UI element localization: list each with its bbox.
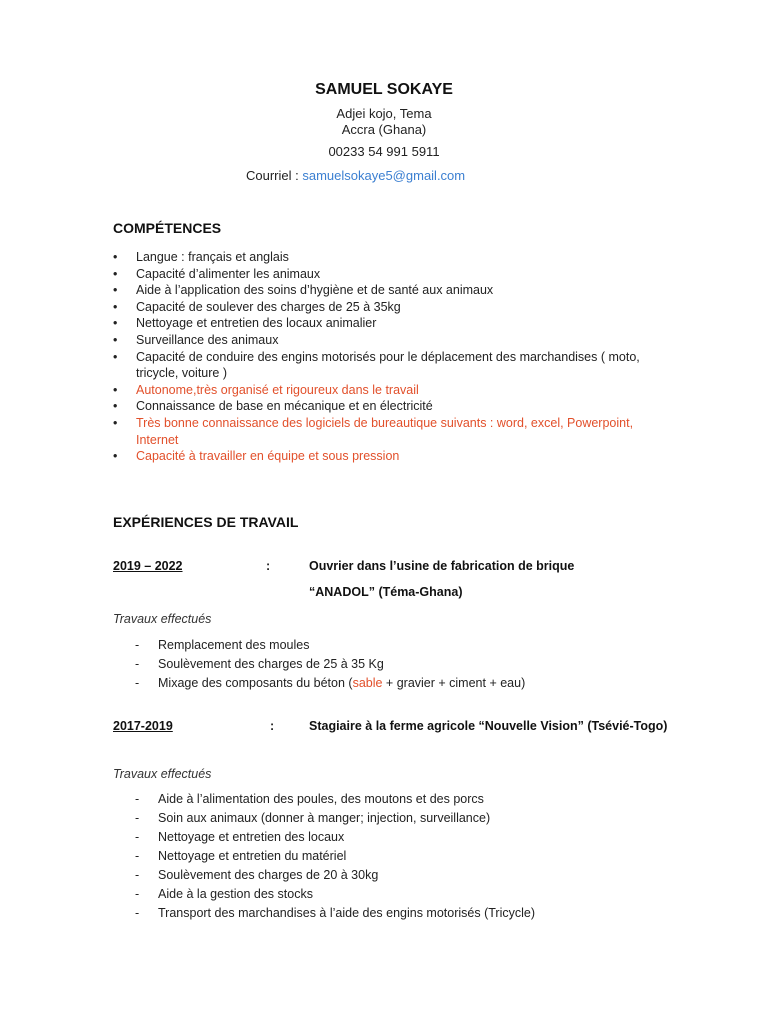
email-line xyxy=(246,168,465,183)
job-title: Ouvrier dans l’usine de fabrication de brique xyxy=(309,559,575,573)
task-text: Mixage des composants du béton ( xyxy=(158,676,353,690)
competence-item-highlight: • Autonome,très organisé et rigoureux dans le travail xyxy=(113,382,673,399)
task-item: - Soulèvement des charges de 25 à 35 Kg xyxy=(135,655,695,674)
address-line-1: Adjei kojo, Tema xyxy=(336,106,432,121)
competence-item-highlight: • Capacité à travailler en équipe et sous pression xyxy=(113,448,673,465)
competences-title: COMPÉTENCES xyxy=(113,220,222,236)
task-item: - Aide à la gestion des stocks xyxy=(135,885,695,904)
competence-item: • Nettoyage et entretien des locaux animalier xyxy=(113,315,673,332)
task-item: - Soulèvement des charges de 20 à 30kg xyxy=(135,866,695,885)
task-item: - Remplacement des moules xyxy=(135,636,695,655)
task-text: + gravier + ciment + eau) xyxy=(382,676,526,690)
cv-name: SAMUEL SOKAYE xyxy=(315,81,453,98)
task-item: - Nettoyage et entretien des locaux xyxy=(135,828,695,847)
competence-item: • Connaissance de base en mécanique et en électricité xyxy=(113,398,673,415)
task-item xyxy=(135,674,695,693)
competences-list xyxy=(113,249,673,465)
job-company: “ANADOL” (Téma-Ghana) xyxy=(309,585,463,599)
competence-item: • Capacité de conduire des engins motorisés pour le déplacement des marchandises ( moto, tricycle, voiture ) xyxy=(113,349,673,382)
email-label: Courriel : xyxy=(246,168,303,183)
task-item: - Nettoyage et entretien du matériel xyxy=(135,847,695,866)
tasks-label: Travaux effectués xyxy=(113,767,212,781)
competence-item: • Capacité de soulever des charges de 25 à 35kg xyxy=(113,299,673,316)
task-highlight: sable xyxy=(352,676,383,690)
competence-item: • Capacité d’alimenter les animaux xyxy=(113,266,673,283)
job-colon: : xyxy=(266,559,271,573)
competence-item: • Surveillance des animaux xyxy=(113,332,673,349)
task-item: - Aide à l’alimentation des poules, des moutons et des porcs xyxy=(135,790,695,809)
competence-item: • Aide à l’application des soins d’hygiène et de santé aux animaux xyxy=(113,282,673,299)
job-tasks-list xyxy=(135,790,695,923)
competence-item: • Langue : français et anglais xyxy=(113,249,673,266)
competence-item-highlight: • Très bonne connaissance des logiciels de bureautique suivants : word, excel, Powerpoint, Internet xyxy=(113,415,673,448)
job-dates: 2017-2019 xyxy=(113,719,173,733)
job-dates: 2019 – 2022 xyxy=(113,559,183,573)
email-link[interactable]: samuelsokaye5@gmail.com xyxy=(302,168,466,183)
job-title: Stagiaire à la ferme agricole “Nouvelle Vision” (Tsévié-Togo) xyxy=(309,719,668,733)
job-tasks-list xyxy=(135,636,695,693)
job-colon: : xyxy=(270,719,275,733)
experiences-title: EXPÉRIENCES DE TRAVAIL xyxy=(113,514,299,530)
task-item: - Transport des marchandises à l’aide des engins motorisés (Tricycle) xyxy=(135,904,695,923)
address-line-2: Accra (Ghana) xyxy=(341,122,427,137)
tasks-label: Travaux effectués xyxy=(113,612,212,626)
phone-number: 00233 54 991 5911 xyxy=(328,144,440,159)
task-item: - Soin aux animaux (donner à manger; injection, surveillance) xyxy=(135,809,695,828)
